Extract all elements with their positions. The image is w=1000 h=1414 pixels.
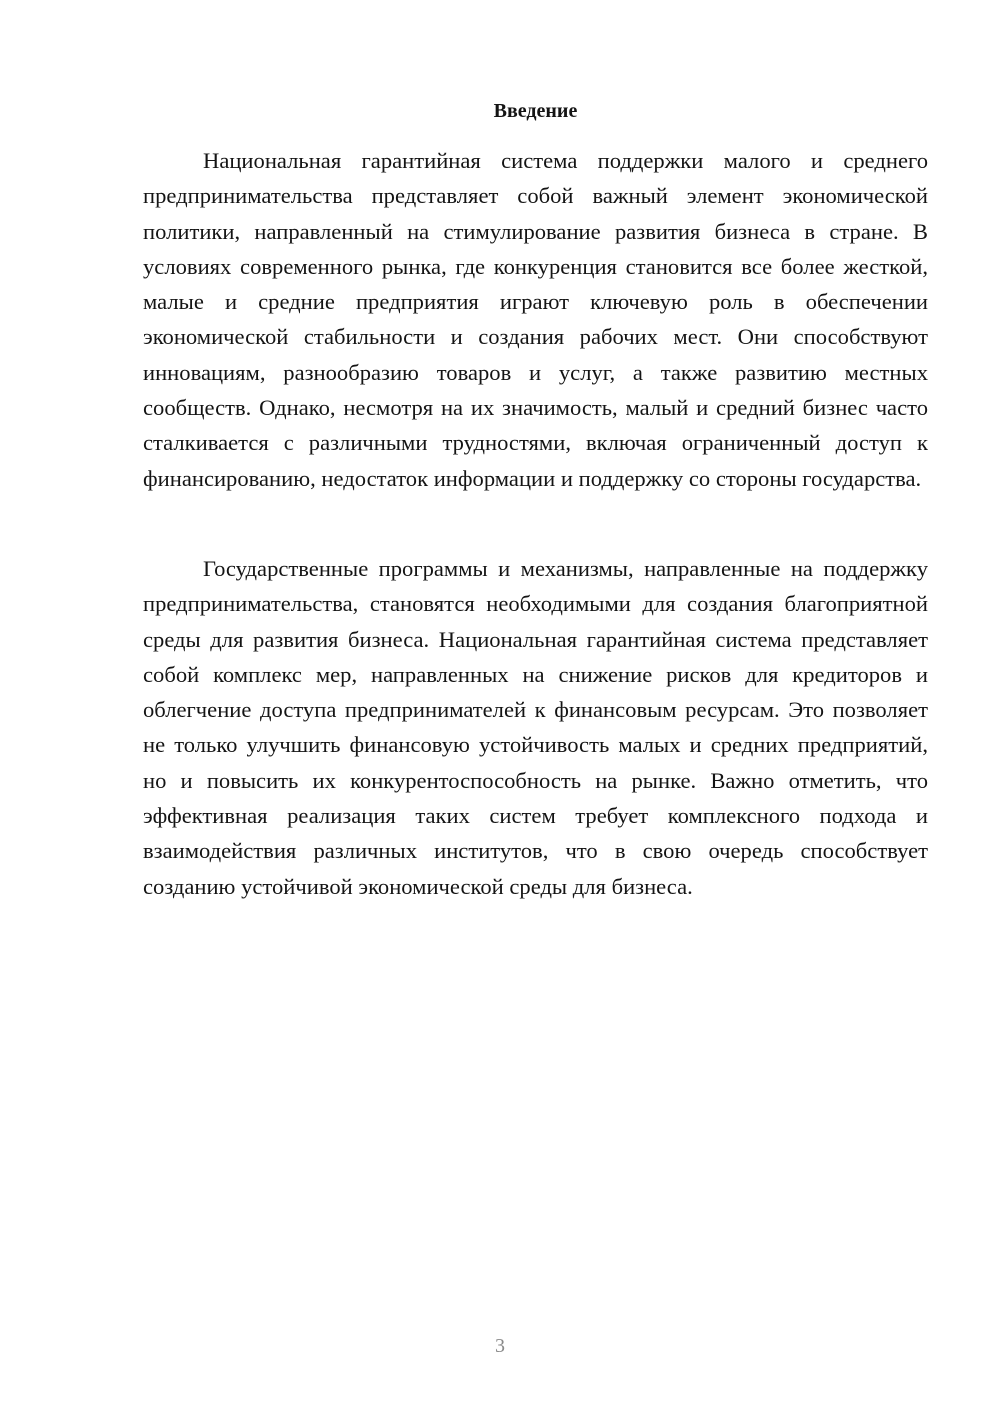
paragraph-1: Национальная гарантийная система поддержки малого и среднего предпринимательства представляет собой важный элемент экономической политики, направленный на стимулирование развития бизнеса в стране. В условиях современного рынка, где конкуренция становится все более жесткой, малые и средние предприятия играют ключевую роль в обеспечении экономической стабильности и создания рабочих мест. Они способствуют инновациям, разнообразию товаров и услуг, а также развитию местных сообществ. Однако, несмотря на их значимость, малый и средний бизнес часто сталкивается с различными трудностями, включая ограниченный доступ к финансированию, недостаток информации и поддержку со стороны государства. (143, 148, 928, 491)
section-heading: Введение (493, 100, 578, 122)
page-number: 3 (495, 1335, 505, 1357)
paragraph-2: Государственные программы и механизмы, направленные на поддержку предпринимательства, становятся необходимыми для создания благоприятной среды для развития бизнеса. Национальная гарантийная система представляет собой комплекс мер, направленных на снижение рисков для кредиторов и облегчение доступа предпринимателей к финансовым ресурсам. Это позволяет не только улучшить финансовую устойчивость малых и средних предприятий, но и повысить их конкурентоспособность на рынке. Важно отметить, что эффективная реализация таких систем требует комплексного подхода и взаимодействия различных институтов, что в свою очередь способствует созданию устойчивой экономической среды для бизнеса. (143, 556, 928, 899)
